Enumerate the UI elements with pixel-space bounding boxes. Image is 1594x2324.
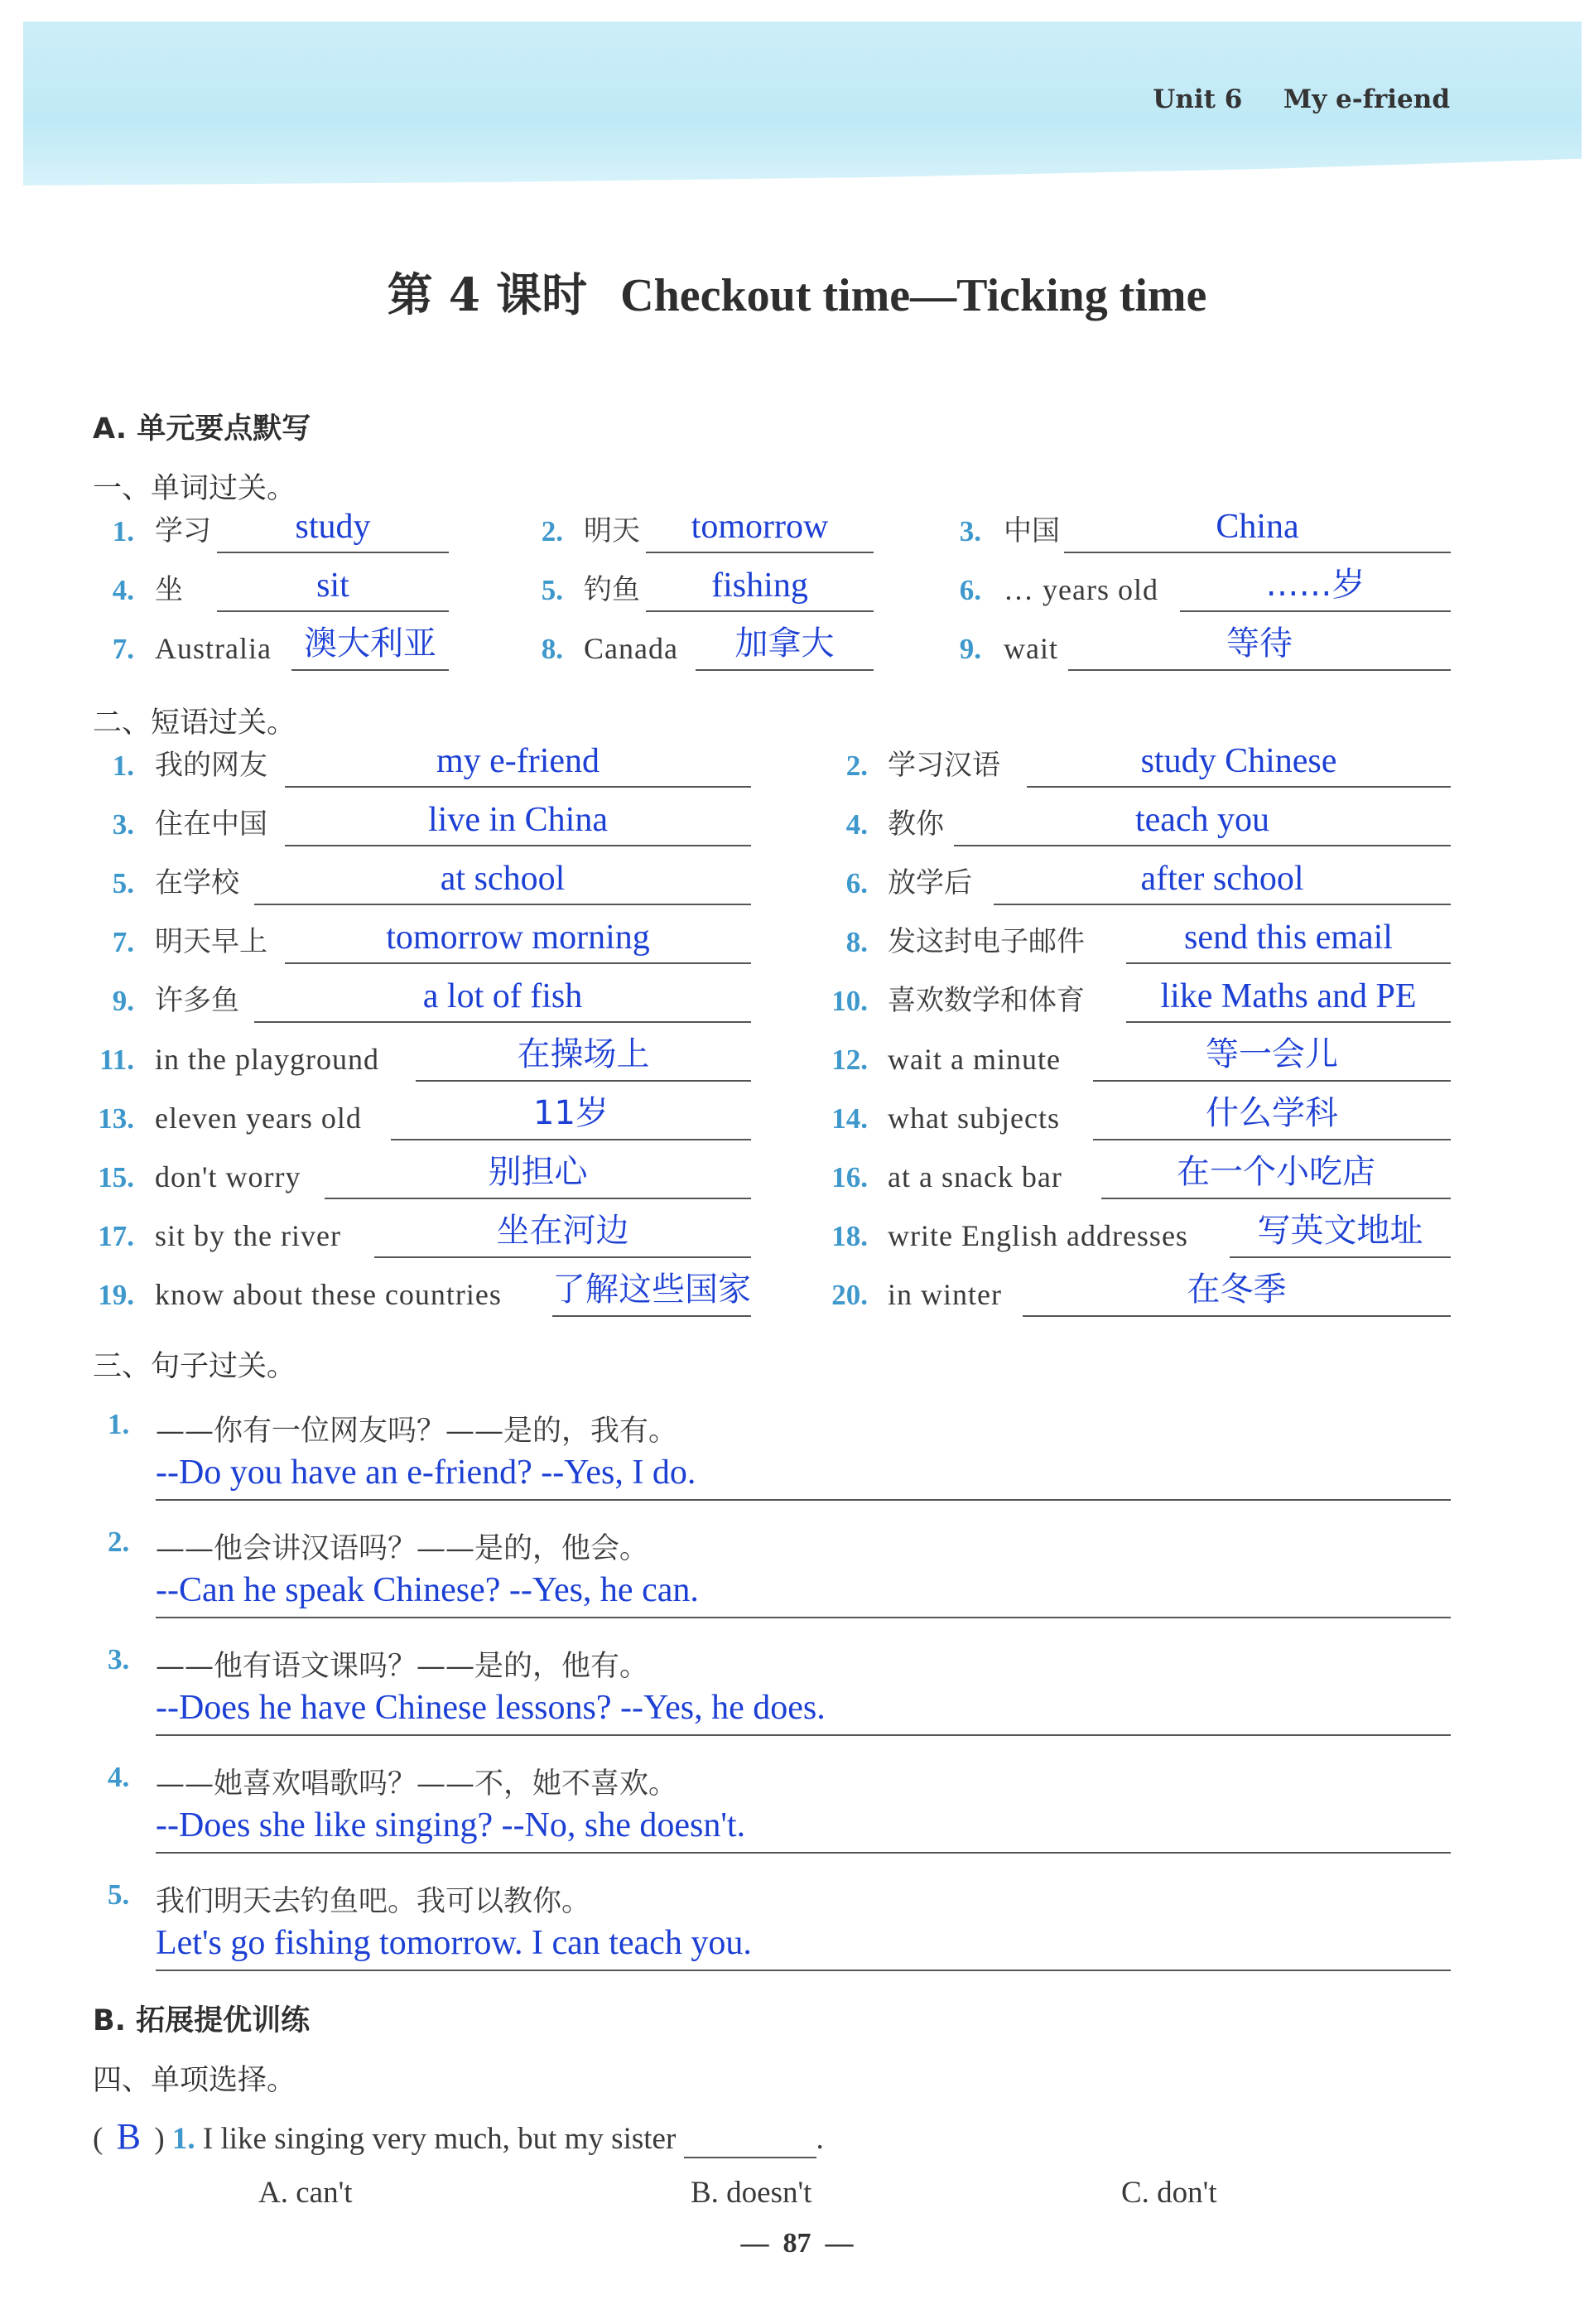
- item-number: 13.: [98, 1102, 134, 1135]
- item-prompt: 明天: [584, 514, 640, 547]
- answer-line: [1230, 1256, 1451, 1258]
- answer-line: [1126, 1021, 1451, 1023]
- item-answer: after school: [1140, 860, 1304, 898]
- item-answer: 澳大利亚: [304, 624, 436, 663]
- answer-line: [217, 552, 449, 553]
- page-dash-left: —: [740, 2228, 769, 2259]
- item-prompt: wait a minute: [888, 1043, 1061, 1076]
- item-number: 3.: [112, 808, 134, 841]
- item-number: 4.: [112, 574, 134, 606]
- item-answer: 等待: [1226, 624, 1293, 663]
- item-answer: sit: [316, 567, 349, 605]
- option-c: C. don't: [1121, 2176, 1217, 2210]
- answer-line: [994, 904, 1451, 905]
- answer-line: [1093, 1139, 1451, 1140]
- item-prompt: wait: [1004, 632, 1058, 665]
- item-answer: send this email: [1184, 919, 1393, 957]
- item-prompt: 喜欢数学和体育: [888, 984, 1085, 1017]
- item-prompt: 放学后: [888, 866, 972, 899]
- sentence-prompt: ——她喜欢唱歌吗？——不，她不喜欢。: [156, 1767, 678, 1801]
- sentence-number: 1.: [108, 1408, 130, 1440]
- sentence-prompt: ——他有语文课吗？——是的，他有。: [156, 1650, 649, 1683]
- item-number: 1.: [112, 515, 134, 547]
- phrase-item: [93, 859, 751, 905]
- lesson-name: Checkout time—Ticking time: [620, 270, 1207, 321]
- item-prompt: 钓鱼: [584, 573, 640, 606]
- unit-label: [1153, 84, 1450, 114]
- item-number: 4.: [845, 808, 868, 841]
- item-prompt: sit by the river: [155, 1219, 341, 1252]
- answer-line: [1101, 1198, 1451, 1199]
- item-prompt: 教你: [888, 808, 944, 841]
- phrase-item: [820, 1270, 1451, 1317]
- answer-line: [1093, 1080, 1451, 1082]
- item-prompt: 我的网友: [155, 749, 267, 782]
- sentence-answer: Let's go fishing tomorrow. I can teach you.: [156, 1924, 752, 1962]
- answer-line: [254, 1021, 751, 1023]
- item-prompt: 许多鱼: [155, 984, 239, 1017]
- section-b-heading: B. 拓展提优训练: [93, 2004, 311, 2037]
- item-number: 18.: [831, 1220, 868, 1252]
- item-number: 5.: [112, 867, 134, 899]
- word-item: [944, 566, 1451, 612]
- word-item: [944, 507, 1451, 553]
- sentence-number: 5.: [108, 1878, 130, 1911]
- phrase-item: [93, 976, 751, 1023]
- item-number: 3.: [959, 515, 981, 547]
- answer-line: [156, 1617, 1451, 1618]
- phrase-item: [820, 859, 1451, 905]
- item-prompt: 坐: [155, 573, 183, 606]
- phrase-item: [93, 1094, 751, 1140]
- item-answer: 什么学科: [1206, 1094, 1338, 1132]
- answer-line: [696, 669, 874, 671]
- word-item: [522, 566, 874, 612]
- item-answer: like Maths and PE: [1160, 977, 1417, 1015]
- page-dash-right: —: [825, 2228, 854, 2259]
- item-prompt: 学习: [155, 514, 211, 547]
- phrase-item: [93, 1035, 751, 1082]
- open-paren: (: [93, 2122, 104, 2156]
- item-answer: live in China: [428, 801, 608, 839]
- item-prompt: know about these countries: [155, 1278, 502, 1311]
- sentence-number: 2.: [108, 1526, 130, 1558]
- item-number: 20.: [831, 1279, 868, 1311]
- sentence-prompt: ——你有一位网友吗？——是的，我有。: [156, 1415, 678, 1448]
- item-number: 1.: [112, 750, 134, 782]
- phrase-item: [820, 1094, 1451, 1140]
- answer-line: [646, 610, 874, 612]
- sentences-heading: 三、句子过关。: [93, 1350, 296, 1383]
- answer-line: [391, 1139, 751, 1140]
- phrase-item: [820, 1153, 1451, 1199]
- choice-number: 1.: [171, 2122, 195, 2156]
- phrase-item: [820, 1212, 1451, 1258]
- answer-line: [285, 962, 751, 964]
- item-answer: 11岁: [533, 1094, 609, 1132]
- item-answer: teach you: [1134, 801, 1270, 839]
- item-number: 11.: [99, 1044, 134, 1076]
- phrase-item: [93, 800, 751, 846]
- item-prompt: 明天早上: [155, 925, 267, 958]
- item-prompt: Australia: [155, 632, 272, 665]
- sentence-answer: --Do you have an e-friend? --Yes, I do.: [156, 1454, 696, 1492]
- item-answer: 了解这些国家: [552, 1270, 751, 1309]
- item-number: 12.: [831, 1044, 868, 1076]
- sentence-number: 4.: [108, 1761, 130, 1793]
- page-number: 87: [783, 2228, 811, 2259]
- word-item: [522, 624, 874, 671]
- word-item: [93, 507, 449, 553]
- answer-line: [217, 610, 449, 612]
- item-answer: tomorrow: [691, 508, 829, 546]
- phrase-item: [93, 1212, 751, 1258]
- answer-line: [1027, 786, 1451, 788]
- answer-line: [156, 1970, 1451, 1971]
- item-number: 9.: [112, 985, 134, 1017]
- phrase-item: [820, 976, 1451, 1023]
- choice-heading: 四、单项选择。: [93, 2064, 296, 2097]
- answer-line: [374, 1256, 751, 1258]
- item-answer: 在冬季: [1187, 1270, 1287, 1309]
- item-number: 6.: [845, 867, 868, 899]
- answer-line: [1126, 962, 1451, 964]
- item-prompt: 发这封电子邮件: [888, 925, 1085, 958]
- item-answer: a lot of fish: [422, 977, 583, 1015]
- item-number: 19.: [98, 1279, 134, 1311]
- section-a-heading: A. 单元要点默写: [93, 412, 311, 446]
- item-number: 2.: [845, 750, 868, 782]
- item-prompt: Canada: [584, 632, 678, 665]
- word-item: [93, 566, 449, 612]
- answer-line: [291, 669, 449, 671]
- close-paren: ): [154, 2122, 165, 2156]
- choice-question: I like singing very much, but my sister: [202, 2122, 677, 2156]
- answer-line: [1180, 610, 1451, 612]
- item-prompt: in the playground: [155, 1043, 379, 1076]
- answer-line: [254, 904, 751, 905]
- phrases-heading: 二、短语过关。: [93, 706, 296, 740]
- answer-line: [1068, 669, 1451, 671]
- phrase-item: [93, 1270, 751, 1317]
- item-prompt: don't worry: [155, 1160, 301, 1193]
- answer-line: [552, 1315, 751, 1317]
- item-answer: study: [295, 508, 371, 546]
- item-number: 16.: [831, 1161, 868, 1193]
- item-answer: 等一会儿: [1206, 1035, 1338, 1073]
- item-answer: fishing: [711, 567, 808, 605]
- item-answer: at school: [440, 860, 566, 898]
- item-number: 14.: [831, 1102, 868, 1135]
- answer-line: [954, 845, 1451, 846]
- item-number: 17.: [98, 1220, 134, 1252]
- item-answer: 坐在河边: [496, 1212, 629, 1250]
- item-number: 8.: [845, 926, 868, 958]
- answer-line: [646, 552, 874, 553]
- phrase-item: [820, 741, 1451, 788]
- item-answer: 加拿大: [734, 624, 835, 663]
- item-prompt: 住在中国: [155, 808, 267, 841]
- item-prompt: at a snack bar: [888, 1160, 1062, 1193]
- item-number: 10.: [831, 985, 868, 1017]
- phrase-item: [93, 1153, 751, 1199]
- answer-blank: [684, 2121, 816, 2158]
- item-prompt: write English addresses: [888, 1219, 1188, 1252]
- item-answer: 别担心: [488, 1153, 588, 1191]
- item-number: 5.: [541, 574, 563, 606]
- unit-number: Unit 6: [1153, 84, 1243, 114]
- page-number-footer: [0, 2228, 1594, 2259]
- item-number: 6.: [959, 574, 981, 606]
- sentence-answer: --Does she like singing? --No, she doesn't.: [156, 1806, 746, 1844]
- item-number: 15.: [98, 1161, 134, 1193]
- word-item: [522, 507, 874, 553]
- item-answer: 在操场上: [517, 1035, 650, 1073]
- option-a: A. can't: [258, 2176, 353, 2210]
- answer-line: [285, 786, 751, 788]
- item-prompt: 学习汉语: [888, 749, 1000, 782]
- answer-line: [156, 1499, 1451, 1501]
- choice-question-row: [93, 2115, 824, 2158]
- item-number: 2.: [541, 515, 563, 547]
- answer-line: [1064, 552, 1451, 553]
- phrase-item: [93, 918, 751, 964]
- sentence-number: 3.: [108, 1643, 130, 1675]
- choice-answer: B: [116, 2116, 141, 2157]
- item-answer: tomorrow morning: [386, 919, 650, 957]
- answer-line: [416, 1080, 751, 1082]
- phrase-item: [820, 1035, 1451, 1082]
- item-number: 8.: [541, 633, 563, 665]
- sentence-prompt: ——他会讲汉语吗？——是的，他会。: [156, 1532, 649, 1565]
- phrase-item: [820, 918, 1451, 964]
- item-prompt: eleven years old: [155, 1102, 362, 1135]
- item-number: 9.: [959, 633, 981, 665]
- question-period: .: [816, 2122, 824, 2156]
- answer-line: [156, 1852, 1451, 1854]
- word-item: [944, 624, 1451, 671]
- option-b: B. doesn't: [691, 2176, 812, 2210]
- item-answer: ……岁: [1265, 566, 1365, 604]
- item-prompt: 中国: [1004, 514, 1060, 547]
- phrase-item: [820, 800, 1451, 846]
- item-prompt: in winter: [888, 1278, 1002, 1311]
- sentence-answer: --Can he speak Chinese? --Yes, he can.: [156, 1571, 699, 1609]
- words-heading: 一、单词过关。: [93, 472, 296, 505]
- answer-line: [285, 845, 751, 846]
- lesson-number: 第 4 课时: [387, 268, 588, 321]
- lesson-title: [0, 258, 1594, 324]
- item-answer: China: [1216, 508, 1299, 546]
- sentence-prompt: 我们明天去钓鱼吧。我可以教你。: [156, 1885, 591, 1918]
- item-answer: my e-friend: [436, 742, 600, 780]
- unit-topic: My e-friend: [1283, 84, 1450, 114]
- item-number: 7.: [112, 926, 134, 958]
- word-item: [93, 624, 449, 671]
- item-prompt: what subjects: [888, 1102, 1060, 1135]
- answer-line: [1023, 1315, 1451, 1317]
- item-answer: 在一个小吃店: [1177, 1153, 1375, 1191]
- item-prompt: … years old: [1004, 573, 1158, 606]
- phrase-item: [93, 741, 751, 788]
- item-answer: 写英文地址: [1257, 1212, 1423, 1250]
- item-prompt: 在学校: [155, 866, 239, 899]
- item-answer: study Chinese: [1140, 742, 1337, 780]
- item-number: 7.: [112, 633, 134, 665]
- answer-line: [156, 1734, 1451, 1736]
- sentence-answer: --Does he have Chinese lessons? --Yes, he does.: [156, 1689, 826, 1727]
- answer-line: [325, 1198, 751, 1199]
